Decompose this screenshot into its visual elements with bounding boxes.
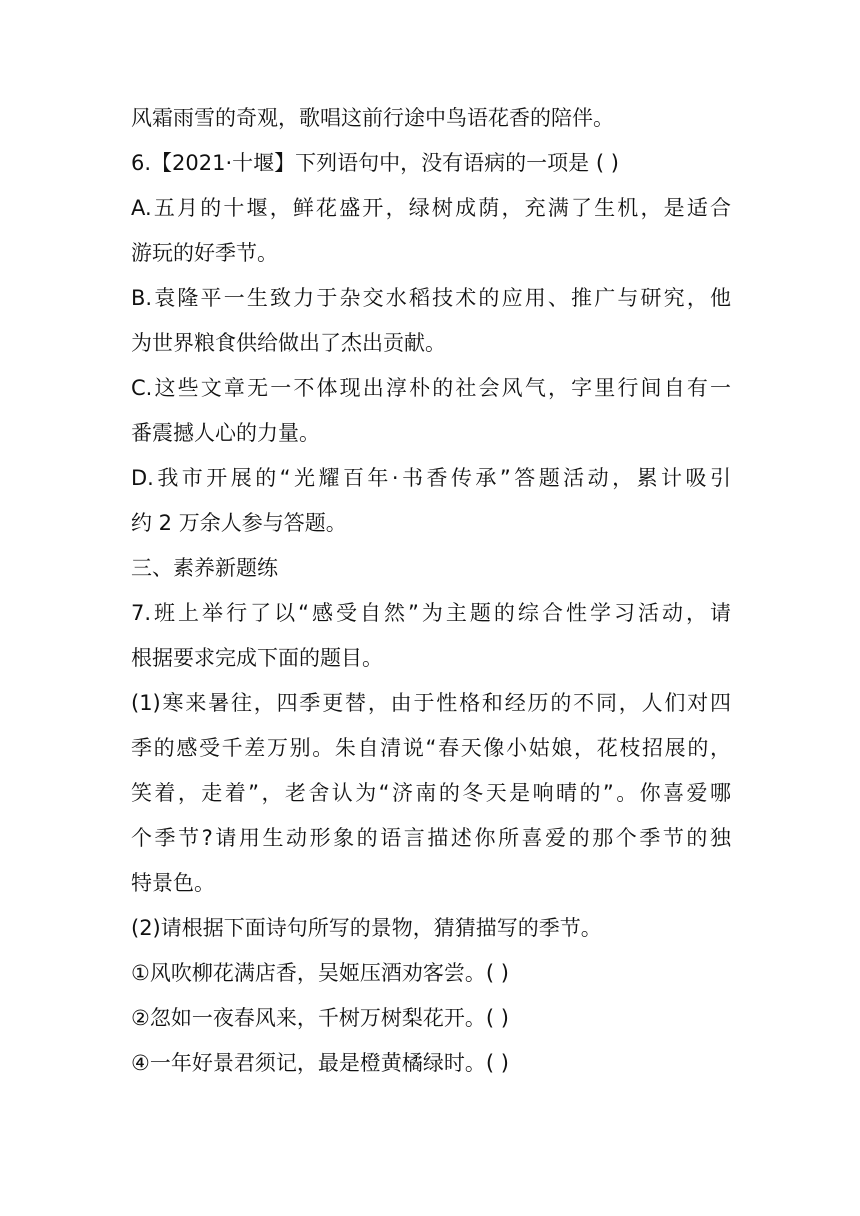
option-a-line-1: A.五月的十堰，鲜花盛开，绿树成荫，充满了生机，是适合 xyxy=(131,196,731,220)
question-7-line-1: 7.班上举行了以“感受自然”为主题的综合性学习活动，请 xyxy=(131,601,731,625)
option-c-line-2: 番震撼人心的力量。 xyxy=(131,421,320,445)
option-d-line-2: 约 2 万余人参与答题。 xyxy=(131,511,347,535)
option-a-line-2: 游玩的好季节。 xyxy=(131,241,278,265)
question-6-stem: 6.【2021·十堰】下列语句中，没有语病的一项是 ( ) xyxy=(131,151,619,175)
subquestion-1-line-3: 笑着，走着”，老舍认为“济南的冬天是响晴的”。你喜爱哪 xyxy=(131,781,731,805)
poem-line-1: ①风吹柳花满店香，吴姬压酒劝客尝。( ) xyxy=(131,961,509,985)
option-d-line-1: D.我市开展的“光耀百年·书香传承”答题活动，累计吸引 xyxy=(131,466,731,490)
option-b-line-2: 为世界粮食供给做出了杰出贡献。 xyxy=(131,331,446,355)
subquestion-1-line-1: (1)寒来暑往，四季更替，由于性格和经历的不同，人们对四 xyxy=(131,691,731,715)
subquestion-1-line-2: 季的感受千差万别。朱自清说“春天像小姑娘，花枝招展的， xyxy=(131,736,731,760)
poem-line-2: ②忽如一夜春风来，千树万树梨花开。( ) xyxy=(131,1006,509,1030)
subquestion-1-line-5: 特景色。 xyxy=(131,871,215,895)
subquestion-1-line-4: 个季节?请用生动形象的语言描述你所喜爱的那个季节的独 xyxy=(131,826,731,850)
text-line-1: 风霜雨雪的奇观，歌唱这前行途中鸟语花香的陪伴。 xyxy=(131,106,614,130)
option-b-line-1: B.袁隆平一生致力于杂交水稻技术的应用、推广与研究，他 xyxy=(131,286,731,310)
document-page xyxy=(131,96,731,1086)
section-heading: 三、素养新题练 xyxy=(131,556,278,580)
subquestion-2-stem: (2)请根据下面诗句所写的景物，猜猜描写的季节。 xyxy=(131,916,602,940)
question-7-line-2: 根据要求完成下面的题目。 xyxy=(131,646,383,670)
option-c-line-1: C.这些文章无一不体现出淳朴的社会风气，字里行间自有一 xyxy=(131,376,731,400)
poem-line-4: ④一年好景君须记，最是橙黄橘绿时。( ) xyxy=(131,1051,509,1075)
